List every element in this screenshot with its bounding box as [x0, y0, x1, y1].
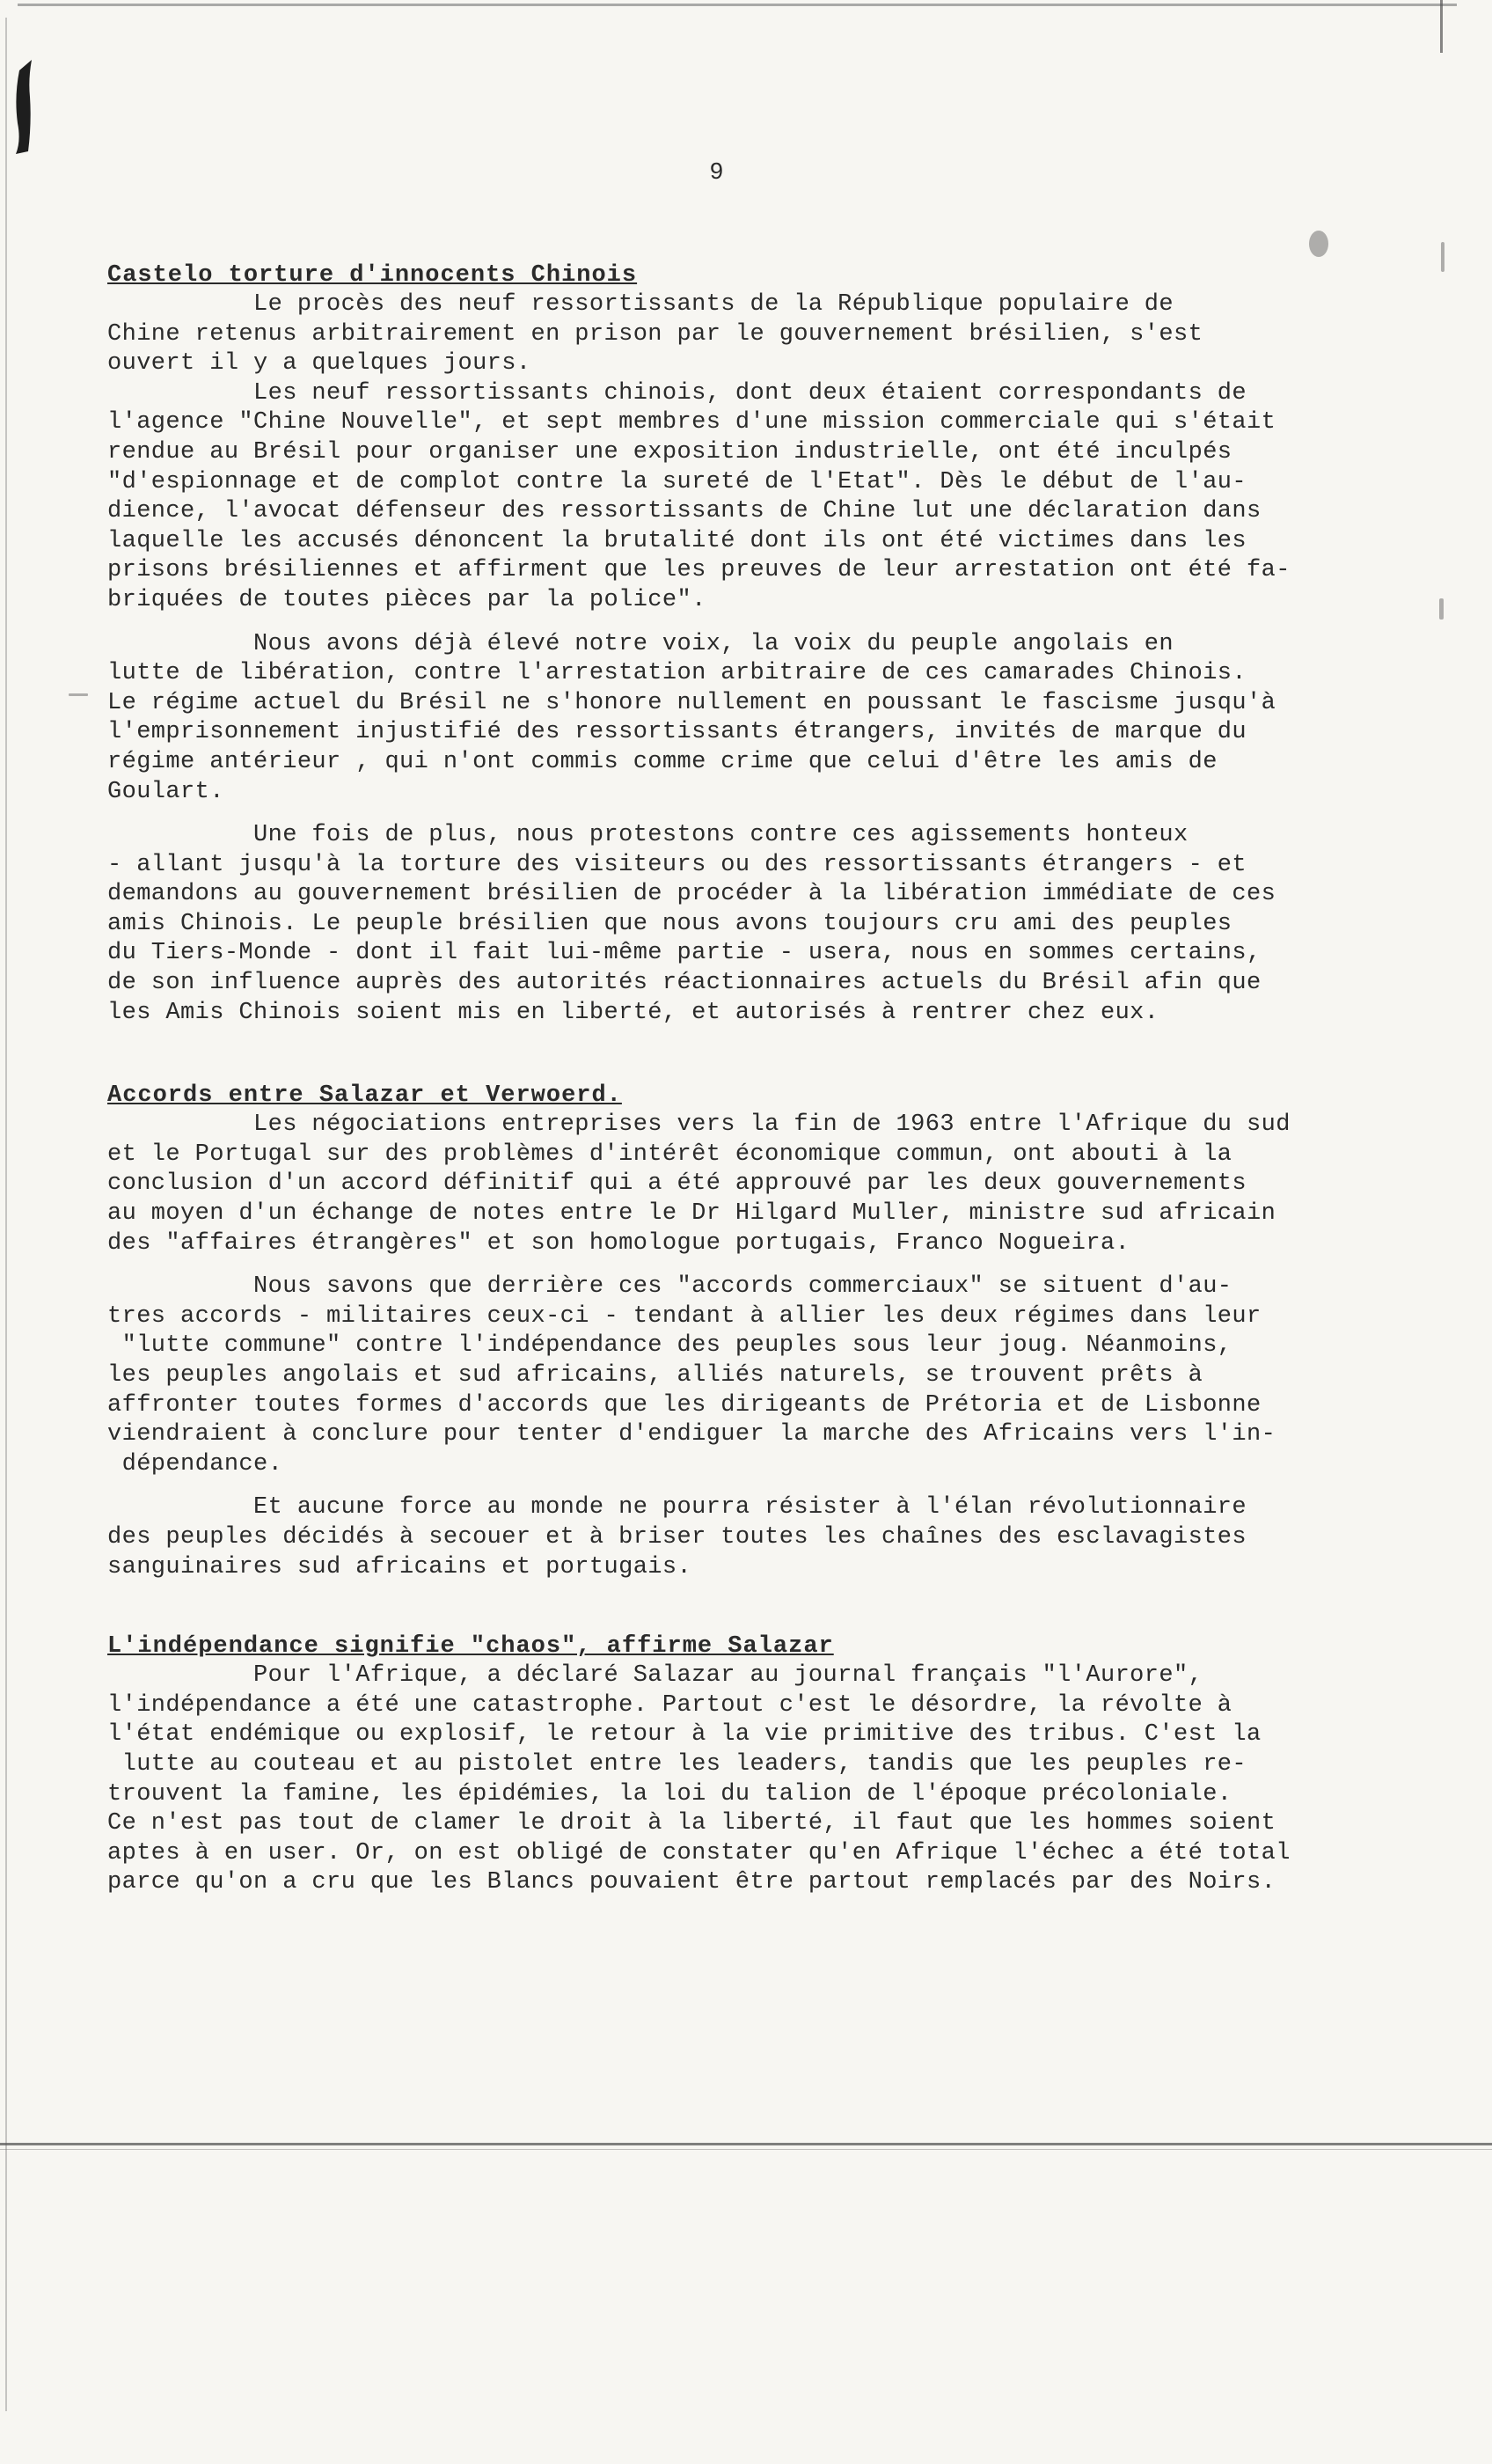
text-line: demandons au gouvernement brésilien de procéder à la libération immédiate de ces	[107, 881, 1276, 908]
text-line: Et aucune force au monde ne pourra résister à l'élan révolutionnaire	[107, 1494, 1247, 1522]
right-edge-mark	[1440, 0, 1443, 53]
bottom-border-line	[0, 2143, 1492, 2145]
text-line: dience, l'avocat défenseur des ressortissants de Chine lut une déclaration dans	[107, 498, 1262, 525]
text-line: Les neuf ressortissants chinois, dont deux étaient correspondants de	[107, 379, 1247, 407]
text-line: Le procès des neuf ressortissants de la République populaire de	[107, 291, 1174, 318]
scan-speck	[1439, 598, 1444, 620]
text-line: sanguinaires sud africains et portugais.	[107, 1553, 692, 1580]
paragraph	[107, 1661, 1390, 1898]
text-line: Chine retenus arbitrairement en prison par le gouvernement brésilien, s'est	[107, 320, 1203, 348]
text-line: de son influence auprès des autorités réactionnaires actuels du Brésil afin que	[107, 970, 1262, 997]
text-line: au moyen d'un échange de notes entre le Dr Hilgard Muller, ministre sud africain	[107, 1200, 1276, 1228]
text-line: laquelle les accusés dénoncent la brutalité dont ils ont été victimes dans les	[107, 527, 1247, 554]
text-line: Une fois de plus, nous protestons contre ces agissements honteux	[107, 822, 1188, 849]
section-castelo	[107, 260, 1390, 1028]
text-line: du Tiers-Monde - dont il fait lui-même partie - usera, nous en sommes certains,	[107, 940, 1262, 967]
text-line: tres accords - militaires ceux-ci - tendant à allier les deux régimes dans leur	[107, 1302, 1262, 1330]
scan-speck	[1441, 242, 1444, 272]
text-line: dépendance.	[107, 1450, 283, 1478]
text-line: "d'espionnage et de complot contre la sureté de l'Etat". Dès le début de l'au-	[107, 468, 1247, 495]
text-line: - allant jusqu'à la torture des visiteurs ou des ressortissants étrangers - et	[107, 851, 1247, 878]
text-line: et le Portugal sur des problèmes d'intérêt économique commun, ont abouti à la	[107, 1140, 1232, 1168]
paragraph	[107, 1111, 1390, 1258]
text-line: les Amis Chinois soient mis en liberté, et autorisés à rentrer chez eux.	[107, 999, 1159, 1026]
scan-speck	[1309, 231, 1328, 257]
section-title: Accords entre Salazar et Verwoerd.	[107, 1082, 622, 1110]
text-line: Nous savons que derrière ces "accords commerciaux" se situent d'au-	[107, 1273, 1232, 1301]
section-independance	[107, 1632, 1390, 1898]
text-line: Le régime actuel du Brésil ne s'honore nullement en poussant le fascisme jusqu'à	[107, 689, 1276, 716]
paragraph	[107, 1493, 1390, 1582]
section-title: L'indépendance signifie "chaos", affirme Salazar	[107, 1633, 834, 1661]
text-line: l'indépendance a été une catastrophe. Partout c'est le désordre, la révolte à	[107, 1691, 1232, 1719]
paragraph	[107, 290, 1390, 379]
section-title: Castelo torture d'innocents Chinois	[107, 262, 638, 289]
text-line: Nous avons déjà élevé notre voix, la voix du peuple angolais en	[107, 630, 1174, 657]
text-line: affronter toutes formes d'accords que les dirigeants de Prétoria et de Lisbonne	[107, 1391, 1262, 1419]
text-line: Goulart.	[107, 778, 224, 805]
section-accords	[107, 1081, 1390, 1582]
binder-hole-mark	[11, 53, 35, 158]
text-line: Ce n'est pas tout de clamer le droit à la liberté, il faut que les hommes soient	[107, 1810, 1276, 1837]
text-line: régime antérieur , qui n'ont commis comme crime que celui d'être les amis de	[107, 748, 1218, 775]
text-line: des "affaires étrangères" et son homologue portugais, Franco Nogueira.	[107, 1229, 1130, 1257]
text-line: rendue au Brésil pour organiser une exposition industrielle, ont été inculpés	[107, 438, 1232, 466]
article-body	[107, 260, 1390, 1898]
top-border-line	[18, 4, 1457, 6]
text-line: viendraient à conclure pour tenter d'endiguer la marche des Africains vers l'in-	[107, 1421, 1276, 1448]
paragraph	[107, 1272, 1390, 1479]
text-line: l'état endémique ou explosif, le retour à la vie primitive des tribus. C'est la	[107, 1721, 1262, 1749]
text-line: "lutte commune" contre l'indépendance des peuples sous leur joug. Néanmoins,	[107, 1332, 1232, 1360]
text-line: briquées de toutes pièces par la police".	[107, 586, 706, 613]
text-line: des peuples décidés à secouer et à briser toutes les chaînes des esclavagistes	[107, 1523, 1247, 1551]
text-line: parce qu'on a cru que les Blancs pouvaient être partout remplacés par des Noirs.	[107, 1869, 1276, 1896]
text-line: trouvent la famine, les épidémies, la loi du talion de l'époque précoloniale.	[107, 1780, 1232, 1808]
text-line: prisons brésiliennes et affirment que les preuves de leur arrestation ont été fa-	[107, 557, 1291, 584]
text-line: amis Chinois. Le peuple brésilien que nous avons toujours cru ami des peuples	[107, 910, 1232, 937]
text-line: Les négociations entreprises vers la fin de 1963 entre l'Afrique du sud	[107, 1111, 1291, 1139]
bottom-border-line-secondary	[0, 2149, 1492, 2150]
scan-speck	[69, 693, 88, 696]
text-line: aptes à en user. Or, on est obligé de constater qu'en Afrique l'échec a été total	[107, 1839, 1291, 1866]
paragraph	[107, 821, 1390, 1028]
text-line: l'emprisonnement injustifié des ressortissants étrangers, invités de marque du	[107, 719, 1247, 746]
left-margin-line	[5, 18, 7, 2411]
text-line: l'agence "Chine Nouvelle", et sept membres d'une mission commerciale qui s'était	[107, 409, 1276, 436]
text-line: ouvert il y a quelques jours.	[107, 350, 531, 378]
text-line: les peuples angolais et sud africains, alliés naturels, se trouvent prêts à	[107, 1362, 1203, 1389]
page-number: 9	[709, 160, 725, 187]
text-line: lutte de libération, contre l'arrestation arbitraire de ces camarades Chinois.	[107, 660, 1247, 687]
text-line: conclusion d'un accord définitif qui a été approuvé par les deux gouvernements	[107, 1170, 1247, 1198]
text-line: Pour l'Afrique, a déclaré Salazar au journal français "l'Aurore",	[107, 1662, 1203, 1690]
paragraph	[107, 630, 1390, 808]
text-line: lutte au couteau et au pistolet entre les leaders, tandis que les peuples re-	[107, 1750, 1247, 1778]
paragraph	[107, 379, 1390, 616]
